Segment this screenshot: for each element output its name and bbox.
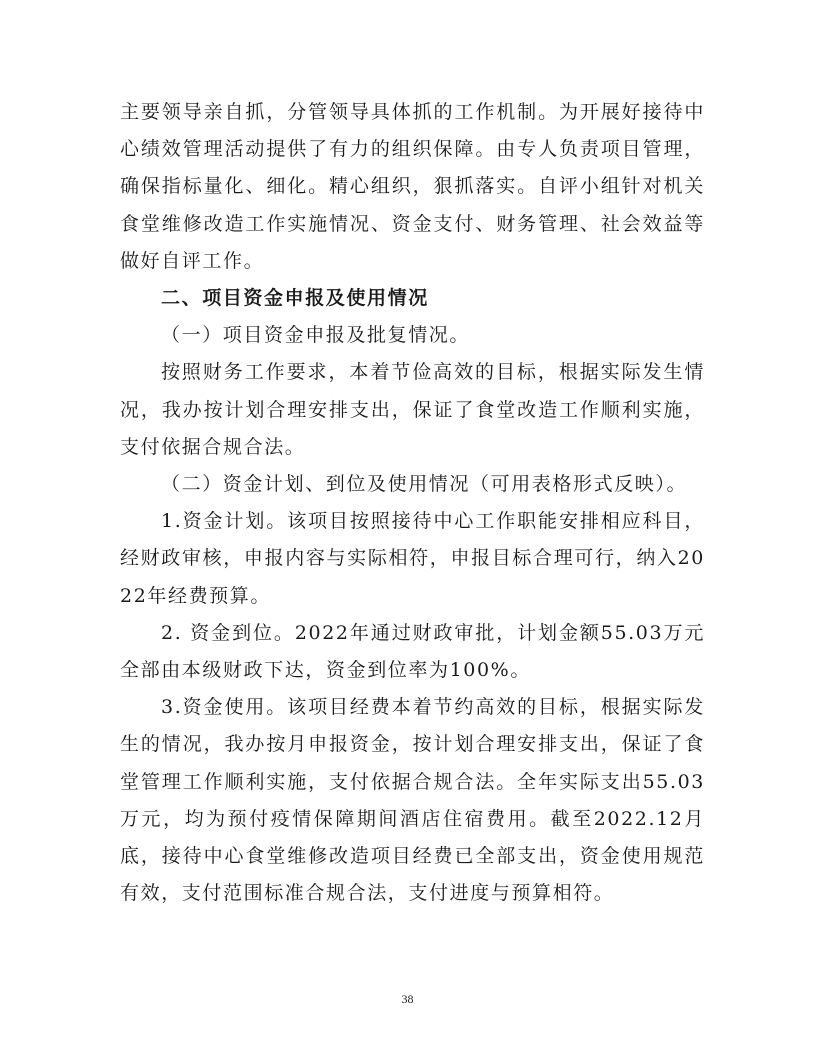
document-body <box>120 94 705 912</box>
paragraph-fund-arrival: 2. 资金到位。2022年通过财政审批，计划金额55.03万元全部由本级财政下达，资金到位率为100%。 <box>120 621 705 682</box>
section-heading-funding: 二、项目资金申报及使用情况 <box>161 287 429 310</box>
page-number: 38 <box>401 992 414 1006</box>
subsection-heading-plan: （二）资金计划、到位及使用情况（可用表格形式反映）。 <box>161 473 688 496</box>
paragraph-fund-plan: 1.资金计划。该项目按照接待中心工作职能安排相应科目，经财政审核，申报内容与实际相符，申报目标合理可行，纳入2022年经费预算。 <box>120 510 705 607</box>
subsection-heading-application: （一）项目资金申报及批复情况。 <box>161 324 471 347</box>
paragraph-fund-usage: 3.资金使用。该项目经费本着节约高效的目标，根据实际发生的情况，我办按月申报资金，按计划合理安排支出，保证了食堂管理工作顺利实施，支付依据合规合法。全年实际支出55.03万元，均为预付疫情保障期间酒店住宿费用。截至2022.12月底，接待中心食堂维修改造项目经费已全部支出，资金使用规范有效，支付范围标准合规合法，支付进度与预算相符。 <box>120 696 705 905</box>
paragraph-application-details: 按照财务工作要求，本着节俭高效的目标，根据实际发生情况，我办按计划合理安排支出，保证了食堂改造工作顺利实施，支付依据合规合法。 <box>120 361 705 458</box>
paragraph-continuation: 主要领导亲自抓，分管领导具体抓的工作机制。为开展好接待中心绩效管理活动提供了有力的组织保障。由专人负责项目管理，确保指标量化、细化。精心组织，狠抓落实。自评小组针对机关食堂维修改造工作实施情况、资金支付、财务管理、社会效益等做好自评工作。 <box>120 101 705 272</box>
